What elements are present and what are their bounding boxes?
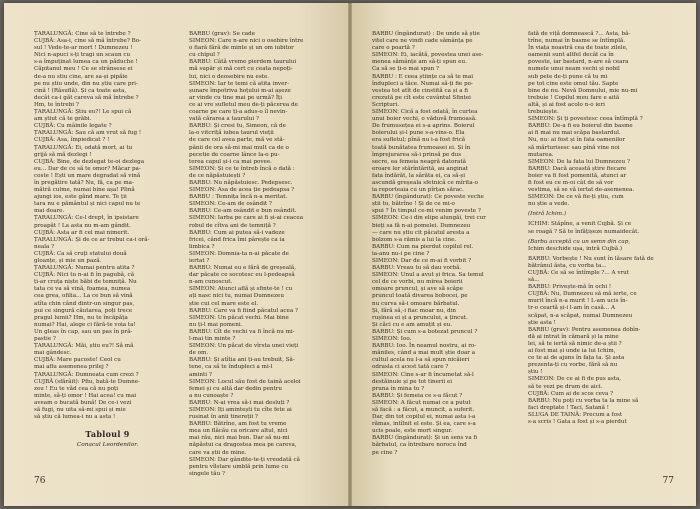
text-line: ȚARALUNGĂ: Ei, odată mort, ai tu <box>34 144 133 151</box>
text-line: tene, ca să te îndupleci a mi-l <box>189 364 273 371</box>
text-line: zeu ! Eu te văd cea că nu poți <box>34 385 119 392</box>
text-line: ce ai vre sufletul meu de-ți păcerea de <box>189 101 298 108</box>
text-line: numele unui neam vechi și nobil <box>528 66 620 73</box>
text-line: năpăstui ca dragostea mea pe careva, <box>189 442 297 449</box>
text-line: pruna în mina tu ? <box>372 385 425 392</box>
book-gutter <box>348 3 352 506</box>
text-line: De frumusețea ei s-a aprins. Boierul <box>372 123 475 130</box>
text-line: știu ! <box>528 369 543 376</box>
text-line: bărbatul, ca întrebare norocu înd <box>372 442 467 449</box>
text-line: ȚARALUNGĂ: Măi, știu eu?! Să mă <box>34 343 134 350</box>
text-line: vestea tot atît de cinstită ca și a fi <box>372 87 469 94</box>
text-line: SLUGA DE TAINĂ: Precum a fost <box>528 411 623 418</box>
text-line: trîne, numai în basme se întîmplă. <box>528 38 626 45</box>
text-line: mai rău, nici mai bun. Dar să nu-mi <box>189 435 290 442</box>
text-line: s-a scris ! Gata a fost și s-a pierdut <box>528 418 627 425</box>
text-line: menea sămânțe am să-ți spun eu. <box>372 59 467 66</box>
text-line: de ce năpăstuiești ? <box>189 172 246 179</box>
text-line: Nu, nu: ai fost și în fata oamenilor <box>528 137 626 144</box>
text-line: BARBU: Cît de vechi va fi încă nu mi- <box>189 328 295 335</box>
text-line: care o poartă ? <box>372 45 415 52</box>
text-line: o fiară fără de minte și un om iubitor <box>189 45 294 52</box>
text-line: SIMEON: Un păcat vechi. Mai bine <box>189 314 289 321</box>
text-line: dă ai intrat în cămară și la mine <box>528 333 619 340</box>
text-line: bolzom s-a rămis a lui la cine. <box>372 236 457 243</box>
text-line: ți-ar cruța niște băbi de temniță. Nu <box>34 279 137 286</box>
text-line: dar păcate ce socotesc eu l-pedeapsă <box>189 272 295 279</box>
text-line: SIMEON: De ce vă fie-ți știu, cum <box>528 194 624 201</box>
text-line: se roagă ? Să te înfățișeze numaidecât. <box>528 228 640 235</box>
text-line: boierului și-l pune s-a-vins-o. Ela <box>372 130 465 137</box>
text-line: SIMEON: Dar gândite-te-ți vreodată că <box>189 456 300 463</box>
text-line: SIMEON: Cine s-ar fi încumetat să-l <box>372 371 474 378</box>
text-line: mătră culme, numai bine așa! Plină <box>34 187 135 194</box>
text-line: să facă : a făcut, a muncit, a suferit. <box>372 406 475 413</box>
text-line: bieți sa fă n-ai pomelei. Dumnezeu <box>372 222 471 229</box>
text-line: Ca să se ți-o mai spun ? <box>372 66 440 73</box>
text-line: SIMEON: Și ți povestesc ceea întîmplă ? <box>528 116 643 123</box>
text-line: ia reporteaia cu un pîrțan sărac. <box>372 187 464 194</box>
text-line: (Intră Ichim.) <box>528 211 567 218</box>
text-line: pastie ? <box>34 336 56 343</box>
text-line: poveste, iar bastard, n-are să ceara <box>528 59 629 66</box>
text-line: odrasla ci acest tată care ? <box>372 364 449 371</box>
section-subheading: Conacul Leordenilor. <box>76 442 139 449</box>
text-line: CUJBĂ: Nu, Dumnezeu să mă ierte, ce <box>528 291 637 298</box>
text-line: murit încă n-a murit ! L-am ucis în- <box>528 298 628 305</box>
text-line: iertat ? <box>189 258 210 264</box>
text-line: mai gândesc. <box>34 350 72 357</box>
text-line: mai aflu asemenea prilej ? <box>34 364 109 371</box>
text-line: În viața noastră cea de toate zilele, <box>528 45 628 52</box>
text-line: BARBU: N-ai vrea să-i mai desluți ? <box>189 399 290 406</box>
text-line: BARBU: Ce-am osândit e bun osândit. <box>189 208 297 215</box>
left-page-column-2 <box>189 31 336 477</box>
text-line: în pregătire tată? Nu, fă, ca pe ma- <box>34 179 134 186</box>
page-number-left: 76 <box>34 476 46 486</box>
text-line: BARBU : E ceea științe ca să te mai <box>372 73 473 80</box>
text-line: ar vinde cu tine mai pe urmă? Îți <box>189 94 283 101</box>
text-line: CUJBĂ: Nici tu n-ai fi în pagubă, că <box>34 272 135 279</box>
text-line: nu curva să-i omoare bărbatul. <box>372 300 460 307</box>
text-line: spui ? În timpul ce-mi venim poveste ? <box>372 208 481 215</box>
text-line: BARBU: Care va fi fiind păcatul acea ? <box>189 307 298 314</box>
text-line: sub pete de-ți pune că tu mi <box>528 73 608 80</box>
text-line: BARBU: Privește-mă în ochi ! <box>528 284 612 291</box>
text-line: tata ce va să vină, foamea, numea <box>34 286 131 293</box>
text-line: BARBU : Temnița încă n-a meritat. <box>189 194 288 201</box>
text-line: ia-anu nu-i pe cine ? <box>372 250 430 257</box>
text-line: fi fost eu ce m-oi cât de să vor <box>528 179 614 186</box>
text-line: SIMEON: Iți amintești tu cîte fete ai <box>189 406 292 413</box>
text-line: grijă să mă dezlegi ! <box>34 151 92 158</box>
text-line: omoare pruncul, și ave să scăpe <box>372 286 463 293</box>
text-line: boier va fi fost pomenită, atunci ar <box>528 172 627 179</box>
text-line: ȚARALUNGĂ: Numai pentru atita ? <box>34 265 135 272</box>
text-line: cină ! (Răsuflă). Și ca toate asta, <box>34 87 127 94</box>
text-line: să știu că lumea-i nu a asta ! <box>34 414 116 421</box>
text-line: terea capul și-i ca mai povee. <box>189 158 272 165</box>
text-line: SIMEON: Ioo. <box>372 336 412 343</box>
text-line: BARBU: Ioo. În neamul nostru, ai ro- <box>372 343 477 350</box>
text-line: l-mai tin minte ? <box>189 336 236 343</box>
left-page-column-1 <box>34 31 181 471</box>
left-page <box>4 3 350 506</box>
text-line: faci dreptate ! Taci, Satană ! <box>528 404 610 411</box>
book-spread <box>4 3 696 506</box>
text-line: Scripturi. <box>372 101 400 108</box>
text-line: rusinat în anii tinereții ? <box>189 414 258 421</box>
text-line: minte, să-ți omor ! Hai acea! cu mai <box>34 392 137 399</box>
text-line: BARBU (grav): Se cade <box>189 31 256 37</box>
text-line: BARBU: Nu poți cu vorba ta la mine să <box>528 397 639 404</box>
text-line: pecetie de coarne lânce la-o pu- <box>189 151 280 158</box>
text-line: Hm, te întrebi ? <box>34 101 79 108</box>
text-line: toată bunătatea frumoasei ei. Și în <box>372 144 471 151</box>
text-line: altă, și ai fost acolo n-o ieri <box>528 101 605 108</box>
text-line: CUJBĂ (sfărâit): Pfiu, bată-te Dumne- <box>34 378 140 385</box>
text-line: CUJBĂ: Cum ai de scos ceva ? <box>528 390 614 397</box>
text-line: coarne pe care ți-a adus-o îl nevin- <box>189 109 288 116</box>
text-line: ascundă greșeala sfetnică ce mîrita-o <box>372 179 478 186</box>
text-line: limbica ? <box>189 243 215 250</box>
text-line: n-am cunoscut. <box>189 279 233 286</box>
text-line: BARBU: Cum na pierdut copilul rel. <box>372 243 474 250</box>
text-line: ȚARALUNGĂ: Știu eu?! Le spui că <box>34 109 132 116</box>
text-line: a nu cunoaște ? <box>189 392 234 399</box>
text-line: CUJBĂ: Bine, de dezlegat te-oi dezlega <box>34 158 145 165</box>
text-line: cu chipul ? <box>189 52 220 59</box>
text-line: ȚARALUNGĂ: Ce-l drept, în ipsistare <box>34 215 139 222</box>
text-line: Un gleas în cap, sau un pas în pră- <box>34 328 133 335</box>
text-line: mea un flăcău ca oricare altul, nici <box>189 428 288 435</box>
text-line: SIMEON: Locul său fost de taină aceloi <box>189 378 301 385</box>
text-line: ICHIM: Stăpîne, a venit Cujbă. Și ce <box>528 221 632 228</box>
text-line: SIMEON: Ei, iacătă, povestea unei ase- <box>372 52 484 59</box>
text-line: BARBU: Bătrîne, am fost tu vreme <box>189 421 287 428</box>
text-line: aveam o bucată bună! De ce-i vezi <box>34 399 132 406</box>
text-line: știe cui cel mare este el. <box>189 300 259 307</box>
text-line: BARBU: Cum ai putea să-i vadeze <box>189 229 285 236</box>
text-line: decât ca-i găt careva să mă întrebe ? <box>34 94 139 101</box>
text-line: BARBU: Și atîtia ani ți-au trebuit, Să- <box>189 357 295 364</box>
page-number-right: 77 <box>662 476 674 486</box>
text-line: Și căci cu e am amuțit și eu. <box>372 321 453 328</box>
text-line: ajungi ios, este gând mare. Te ții <box>34 194 127 201</box>
text-line: SIMEON: De ce ai fi de pus asta, <box>528 376 622 383</box>
text-line: mai doare. <box>34 208 65 215</box>
text-line: împrejurarea să-i prinsă pe dus <box>372 151 462 158</box>
text-line: eu... Dar de ce să te omor? Măcar pa- <box>34 165 141 172</box>
text-line: singele tău ? <box>189 470 225 477</box>
text-line: tara nu e pământul și nici capul nu te <box>34 201 141 208</box>
text-line: proapăt ! La asta nu m-am gândit. <box>34 222 131 229</box>
text-line: BARBU: Numai eu e fără de greșeală, <box>189 265 296 272</box>
text-line: SIMEON: Iarba pe care ai fi și-ai ceacea <box>189 215 304 222</box>
text-line: Dar, din tot copilul ei, numai asta i-a <box>372 414 476 421</box>
text-line: ȚARALUNGĂ: Și de ce ar trebui ca-i oră- <box>34 236 150 243</box>
text-line: pentru vîlstare umblă prin lume cu <box>189 463 289 470</box>
text-line: secre, ea femeia neagră datorată <box>372 158 466 165</box>
text-line: am știut că te grăbi. <box>34 116 92 123</box>
text-line: să fugi, nu uita să-mi spui și mie <box>34 406 126 413</box>
text-line: tr-o ceartă și-i l-am în casă... A <box>528 305 615 312</box>
text-line: coste ! Ești un mare degradat să vină <box>34 172 141 179</box>
text-line: știi tu, bătrîne ! Și de ce mi-o <box>372 201 455 208</box>
right-page-column-2 <box>528 31 676 471</box>
text-line: SIMEON: Unul a avut și frica. Sa temul <box>372 272 484 279</box>
text-line: să te vezi pe drum de aici. <box>528 383 603 390</box>
text-line: BARBU: Și femeia ce s-a făcut ? <box>372 392 463 399</box>
text-line: BARBU (îngândurat): Și un sens va fi <box>372 435 478 442</box>
text-line: lui, nici o deosebire nu este. <box>189 73 270 80</box>
text-line: cel de ce vorbi, nu mirea boierii <box>372 279 463 286</box>
text-line: BARBU: Nu năpăstuiesc. Pedepsesc. <box>189 179 293 186</box>
text-line: nu ți-l mai pomeni. <box>189 321 243 328</box>
text-line: vată cărarea a taurului ? <box>189 116 259 123</box>
text-line: mâniles, când a mai mult știe doar a <box>372 350 476 357</box>
text-line: cea grea, ofilia... La ce bun să vină <box>34 293 133 300</box>
text-line: Nici n-apuci s-ți tragi un scaun cu <box>34 52 131 59</box>
text-line: la-o vitcriță iubea taurul vieții <box>189 130 274 137</box>
text-line: ce te ai de ajuns în fața ta. Și asta <box>528 355 625 362</box>
text-line: BARBU: Câtă vreme pierdem taurului <box>189 59 297 66</box>
text-line: SIMEON: Atunci află și sfinte-te ! cu <box>189 286 293 293</box>
text-line: robul de cîtva ani de temniță ? <box>189 222 276 229</box>
text-line: eroare ler stărîntărită, au anginat <box>372 165 468 172</box>
text-line: BARBU: Și cum s-a botezat pruncul ? <box>372 328 478 335</box>
text-line: BARBU: De-a fi eu boierul din basme <box>528 123 633 130</box>
text-line: aminti ? <box>189 371 212 378</box>
text-line: BARBU (grav): Pentru asemenea dobîn- <box>528 326 641 333</box>
text-line: scăpat, n-a scăpat, numai Dumnezeu <box>528 312 633 319</box>
text-line: Căpitanul meu ! Ce se strânsese ei <box>34 66 133 73</box>
text-line: prezenta-ți cu vorbe, fără să nu <box>528 362 618 369</box>
text-line: CUJBĂ: Asa, împiedicat ? ! <box>34 137 110 144</box>
text-line: ați nasc nici tu, numai Dumnezeu <box>189 293 284 300</box>
text-line: lei, să te iertă să nimic de-a știi ? <box>528 340 622 347</box>
text-line: neala ? <box>34 243 55 250</box>
text-line: ȚARALUNGĂ: Cine să te întrebe ? <box>34 31 131 37</box>
text-line: BARBU: Dacă această știre fiecare <box>528 165 627 172</box>
text-line: trebuie ! Copilul meu fare e aită <box>528 94 620 101</box>
text-line: SIMEON: De la fata lui Dumnezeu ? <box>528 158 630 165</box>
text-line: CUJBĂ: Cu mâinile legate ? <box>34 123 112 130</box>
text-line: bătrânul ăsta, cu vorba ta... <box>528 262 607 269</box>
text-line: ucis poale, este mort singur. <box>372 428 453 435</box>
text-line: CUJBĂ: Asa-i, cine să mă întrebe? Bo- <box>34 38 142 45</box>
text-line: CUJBĂ: Ce să se întîmple ?... A vrut <box>528 270 630 276</box>
text-line: SIMEON: Cică a fost odată, în curtea <box>372 109 478 116</box>
text-line: CUJBĂ: Asta ar fi cel mai nimerit. <box>34 229 130 236</box>
text-line: ai fi mai nu mai scăpa bastardul. <box>528 130 621 137</box>
text-line: mă supăr și mă cert cu ceata nepoți- <box>189 66 293 73</box>
text-line: ai fost mai și unde ia lui Ichim, <box>528 348 616 355</box>
right-page-column-1 <box>372 31 520 471</box>
text-line: pruncul toată divarea bobocei, pe <box>372 293 468 300</box>
text-line: vitel care ne vindi cade sămânța pe <box>372 38 473 45</box>
text-line: pe cine ? <box>372 449 398 456</box>
text-line: ȚARALUNGĂ: Dumneata cum crezi ? <box>34 371 139 378</box>
text-line: SIMEON: Ce-i din elipe alungăi, trei cur <box>372 215 486 222</box>
text-line: fata îndărăt, la sârăta ei, ca să-și <box>372 172 466 179</box>
text-line: pe nu știu unde, din nu știu care pri- <box>34 80 138 87</box>
text-line: femei și cu altă dar dedin pentru <box>189 385 283 392</box>
text-line: BARBU (îngândurat) : De unde să știe <box>372 31 480 37</box>
text-line: fricei, când frica îmi pârește ca ia <box>189 236 285 243</box>
text-line: SIMEON: Domnia-ta n-ai păcate de <box>189 250 289 257</box>
text-line: știe asta ! <box>528 319 556 326</box>
text-line: îndupleci a tăce. Numai să-ți fie po- <box>372 80 473 87</box>
text-line: BARBU: Și cresi tu, Simeon, că de <box>189 123 286 130</box>
text-line: fată de viță domnească ?... Asta, bă- <box>528 31 631 37</box>
text-line: vestima, să se vă iertat de-asemenea. <box>528 187 635 194</box>
text-line: să mărturisesc sau pînă vine noi <box>528 144 620 151</box>
text-line: de om. <box>189 350 209 357</box>
text-line: gloanțe, și mie un pază. <box>34 258 102 264</box>
text-line: Ichim deschide ușa, intră Cujbă.) <box>528 245 623 252</box>
text-line: BARBU: Vorbește ! Nu sunt în lăsare fată de <box>528 255 654 262</box>
text-line: sul ! Vede-te-ar mort ! Dumnezeu ! <box>34 45 133 52</box>
text-line: Și, fără să,-i fiac moar nu, din <box>372 307 456 314</box>
text-line: — care nu știu cit păcatul aresta a <box>372 229 470 236</box>
text-line: oamenii sunt altfel decât ca în <box>528 52 614 59</box>
text-line: pui ce singură căutarea, poți trece <box>34 307 133 314</box>
text-line: numai? Hai, alege ci fără-te voia ta! <box>34 321 136 328</box>
text-line: CUJBĂ: Ca să cruți statului două <box>34 250 127 257</box>
text-line: mutarea. <box>528 151 554 158</box>
text-line: să... <box>528 277 540 284</box>
text-line: pe tot cine este omul tău. Sapte <box>528 80 619 87</box>
text-line: CUJBĂ: Mare pacoste! Ceol cu <box>34 357 121 364</box>
text-line: SIMEON: Și ce te întreb încă o dată : <box>189 165 295 172</box>
text-line: ȚARALUNGĂ: Sau că am vrut să fug ! <box>34 130 142 137</box>
text-line: șunare împotriva hoțului m-ai așeze <box>189 87 291 94</box>
text-line: (Barbu acceptă cu un semn din cap, <box>528 238 631 245</box>
text-line: s-a împuținat lumea ca un păduche ! <box>34 59 138 66</box>
text-line: BARBU (îngândurat): Ce poveste veche <box>372 194 484 201</box>
text-line: BARBU: Vreau tu să dau vorbă. <box>372 265 462 272</box>
text-line: SIMEON: Un păcat de vîrsta unei vieți <box>189 343 299 350</box>
text-line: nu știe a vede. <box>528 201 570 208</box>
text-line: SIMEON: A făcut numai ce a putut <box>372 399 471 406</box>
text-line: bine de nu. Nevă Domnului, mie nu-mi <box>528 87 638 94</box>
text-line: pragul lumii? Hm, nu te încăpăța <box>34 314 128 321</box>
text-line: care va știi de mine. <box>189 449 247 456</box>
text-line: atîta chin când dintr-un singur pas, <box>34 300 135 307</box>
text-line: era sufletul; pînă nu i-a fost frică <box>372 137 466 144</box>
section-heading: Tabloul 9 <box>85 429 130 440</box>
right-page <box>350 3 696 506</box>
text-line: unui boier vechi, o văduvă frumoasă. <box>372 116 477 123</box>
text-line: trebuiește. <box>528 109 559 116</box>
text-line: SIMEON: Dar de ce m-ai fi vorbit ? <box>372 258 472 264</box>
text-line: cultul acela nu l-a să spun nicăieri <box>372 357 470 364</box>
text-line: SIMEON: Ce-am de osândit ? <box>189 201 272 208</box>
text-line: de care cel avea parte, mă ve stă- <box>189 137 285 144</box>
text-line: rămas, intîlnit el este. Și ea, care s-a <box>372 421 476 428</box>
text-line: destăinuie și pe tot tinerii ei <box>372 378 453 385</box>
text-line: de-a nu stiu cine, are sa-și pipăie <box>34 73 128 80</box>
text-line: crezută pe cît este cuvântul Sfintei <box>372 94 471 101</box>
text-line: SIMEON: Care n-are nici o osebire între <box>189 38 304 45</box>
text-line: pânii de ora să-mi mai mult ca de o <box>189 144 289 151</box>
text-line: SIMEON: Iar te temi că atita inver- <box>189 80 289 87</box>
text-line: rușinea ei și a pruncului, a țincut. <box>372 314 468 321</box>
text-line: SIMEON: Asa de acea ție pedeapsa ? <box>189 187 295 194</box>
